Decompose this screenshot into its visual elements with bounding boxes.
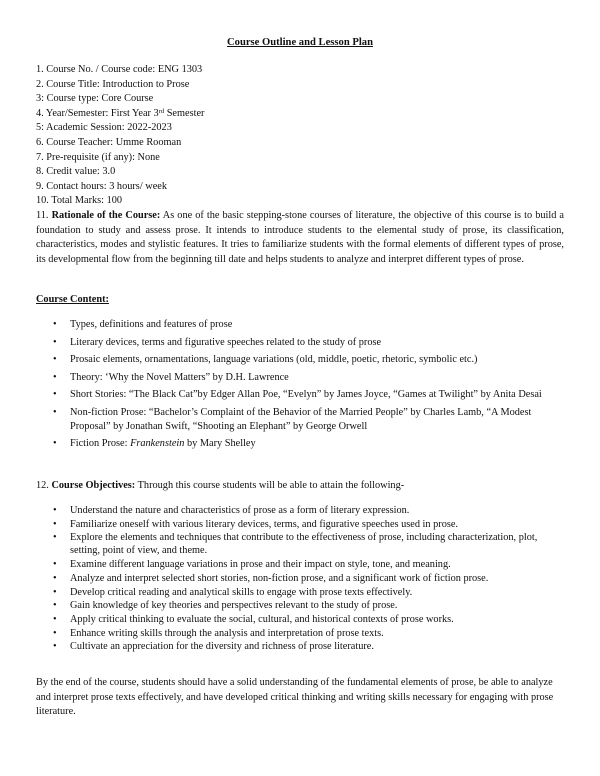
list-item [36,572,564,585]
list-item [36,558,564,571]
contact-hours: 9. Contact hours: 3 hours/ week [36,180,167,192]
bullet-icon: • [53,406,57,418]
bullet-icon: • [53,505,57,516]
list-item [36,388,564,402]
list-item-text: Short Stories: “The Black Cat”by Edger Allan Poe, “Evelyn” by James Joyce, “Games at Twilight” by Anita Desai [70,389,542,401]
list-item [36,353,564,367]
bullet-icon: • [53,438,57,450]
bullet-icon: • [53,600,57,612]
bullet-icon: • [53,586,57,598]
list-item-text: Gain knowledge of key theories and perspectives relevant to the study of prose. [70,600,398,612]
bullet-icon: • [53,613,57,625]
bullet-icon: • [53,354,57,366]
objectives-number: 12. [36,480,49,491]
list-item-text: Enhance writing skills through the analysis and interpretation of prose texts. [70,627,384,639]
semester-word: Semester [164,107,205,119]
bullet-icon: • [53,518,57,530]
list-item-text: Explore the elements and techniques that contribute to the effectiveness of prose, including characterization, plot, setting, point of view, and theme. [70,532,538,557]
credit-value: 8. Credit value: 3.0 [36,166,116,178]
list-item-text: Literary devices, terms and figurative speeches related to the study of prose [70,336,382,348]
total-marks: 10. Total Marks: 100 [36,195,123,207]
course-info [36,63,564,209]
bullet-icon: • [53,336,57,348]
course-code: 1. Course No. / Course code: ENG 1303 [36,64,203,75]
rationale-label: Rationale of the Course: [51,210,161,221]
list-item [36,640,564,653]
ordinal-suffix: rd [158,107,165,115]
year-semester [36,107,564,122]
list-item [36,627,564,640]
list-item [36,336,564,350]
list-item [36,406,564,434]
list-item-text: Familiarize oneself with various literary devices, terms, and figurative speeches used in prose. [70,518,459,530]
bullet-icon: • [53,572,57,584]
course-objectives-list [36,504,564,654]
bullet-icon: • [53,389,57,401]
list-item [36,613,564,626]
list-item [36,518,564,531]
bullet-icon: • [53,319,57,330]
list-item-text: Analyze and interpret selected short stories, non-fiction prose, and a significant work of fiction prose. [70,572,489,584]
list-item-text: Types, definitions and features of prose [70,319,233,330]
objectives-intro [36,479,564,494]
objectives-label: Course Objectives: [51,480,136,491]
fiction-prose-label: Fiction Prose: [70,438,131,450]
course-title: 2. Course Title: Introduction to Prose [36,78,190,90]
rationale-text: As one of the basic stepping-stone courses of literature, the objective of this course is to build a foundation to study and assess prose. It intends to introduce students to the elemental study of prose, its classification, characteristics, modes and stylistic features. It tries to familiarize students with the formal elements of different types of prose, its developmental flow from the beginning till date and helps students to analyze and interpret different types of prose. [36,210,564,265]
course-type: 3: Course type: Core Course [36,93,154,105]
list-item-text: Prosaic elements, ornamentations, language variations (old, middle, poetic, rhetoric, symbolic etc.) [70,354,478,366]
list-item-text: Non-fiction Prose: “Bachelor’s Complaint of the Behavior of the Married People” by Charles Lamb, “A Modest Proposal” by Jonathan Swift, “Shooting an Elephant” by George Orwell [70,406,532,432]
list-item [36,437,564,451]
objectives-intro-text: Through this course students will be able to attain the following- [137,480,405,491]
list-item [36,318,564,332]
list-item [36,504,564,517]
rationale-number: 11. [36,210,49,221]
list-item [36,531,564,557]
book-title: Frankenstein [130,438,185,450]
conclusion-paragraph: By the end of the course, students should have a solid understanding of the fundamental elements of prose, be able to analyze and interpret prose texts effectively, and have developed critical thinking and writing skills necessary for engaging with prose literature. [36,677,554,718]
list-item-text: Understand the nature and characteristics of prose as a form of literary expression. [70,505,410,516]
list-item-text: Examine different language variations in prose and their impact on style, tone, and meaning. [70,559,451,571]
list-item-text: Cultivate an appreciation for the diversity and richness of prose literature. [70,641,374,653]
prerequisite: 7. Pre-requisite (if any): None [36,151,160,163]
bullet-icon: • [53,532,57,544]
page-title: Course Outline and Lesson Plan [227,37,373,48]
list-item-text: Theory: ‘Why the Novel Matters” by D.H. Lawrence [70,371,289,383]
list-item [36,371,564,385]
year-semester-text: 4. Year/Semester: First Year 3 [36,107,159,119]
bullet-icon: • [53,627,57,639]
bullet-icon: • [53,559,57,571]
academic-session: 5: Academic Session: 2022-2023 [36,122,172,134]
course-content-list [36,318,564,455]
list-item [36,599,564,612]
list-item-text: Develop critical reading and analytical skills to engage with prose texts effectively. [70,586,413,598]
list-item-text: Apply critical thinking to evaluate the social, cultural, and historical contexts of prose works. [70,613,454,625]
fiction-prose-author: by Mary Shelley [184,438,256,450]
bullet-icon: • [53,371,57,383]
rationale-paragraph [36,209,564,267]
course-content-heading: Course Content: [36,294,109,305]
bullet-icon: • [53,641,57,653]
list-item [36,586,564,599]
course-teacher: 6. Course Teacher: Umme Rooman [36,136,182,148]
